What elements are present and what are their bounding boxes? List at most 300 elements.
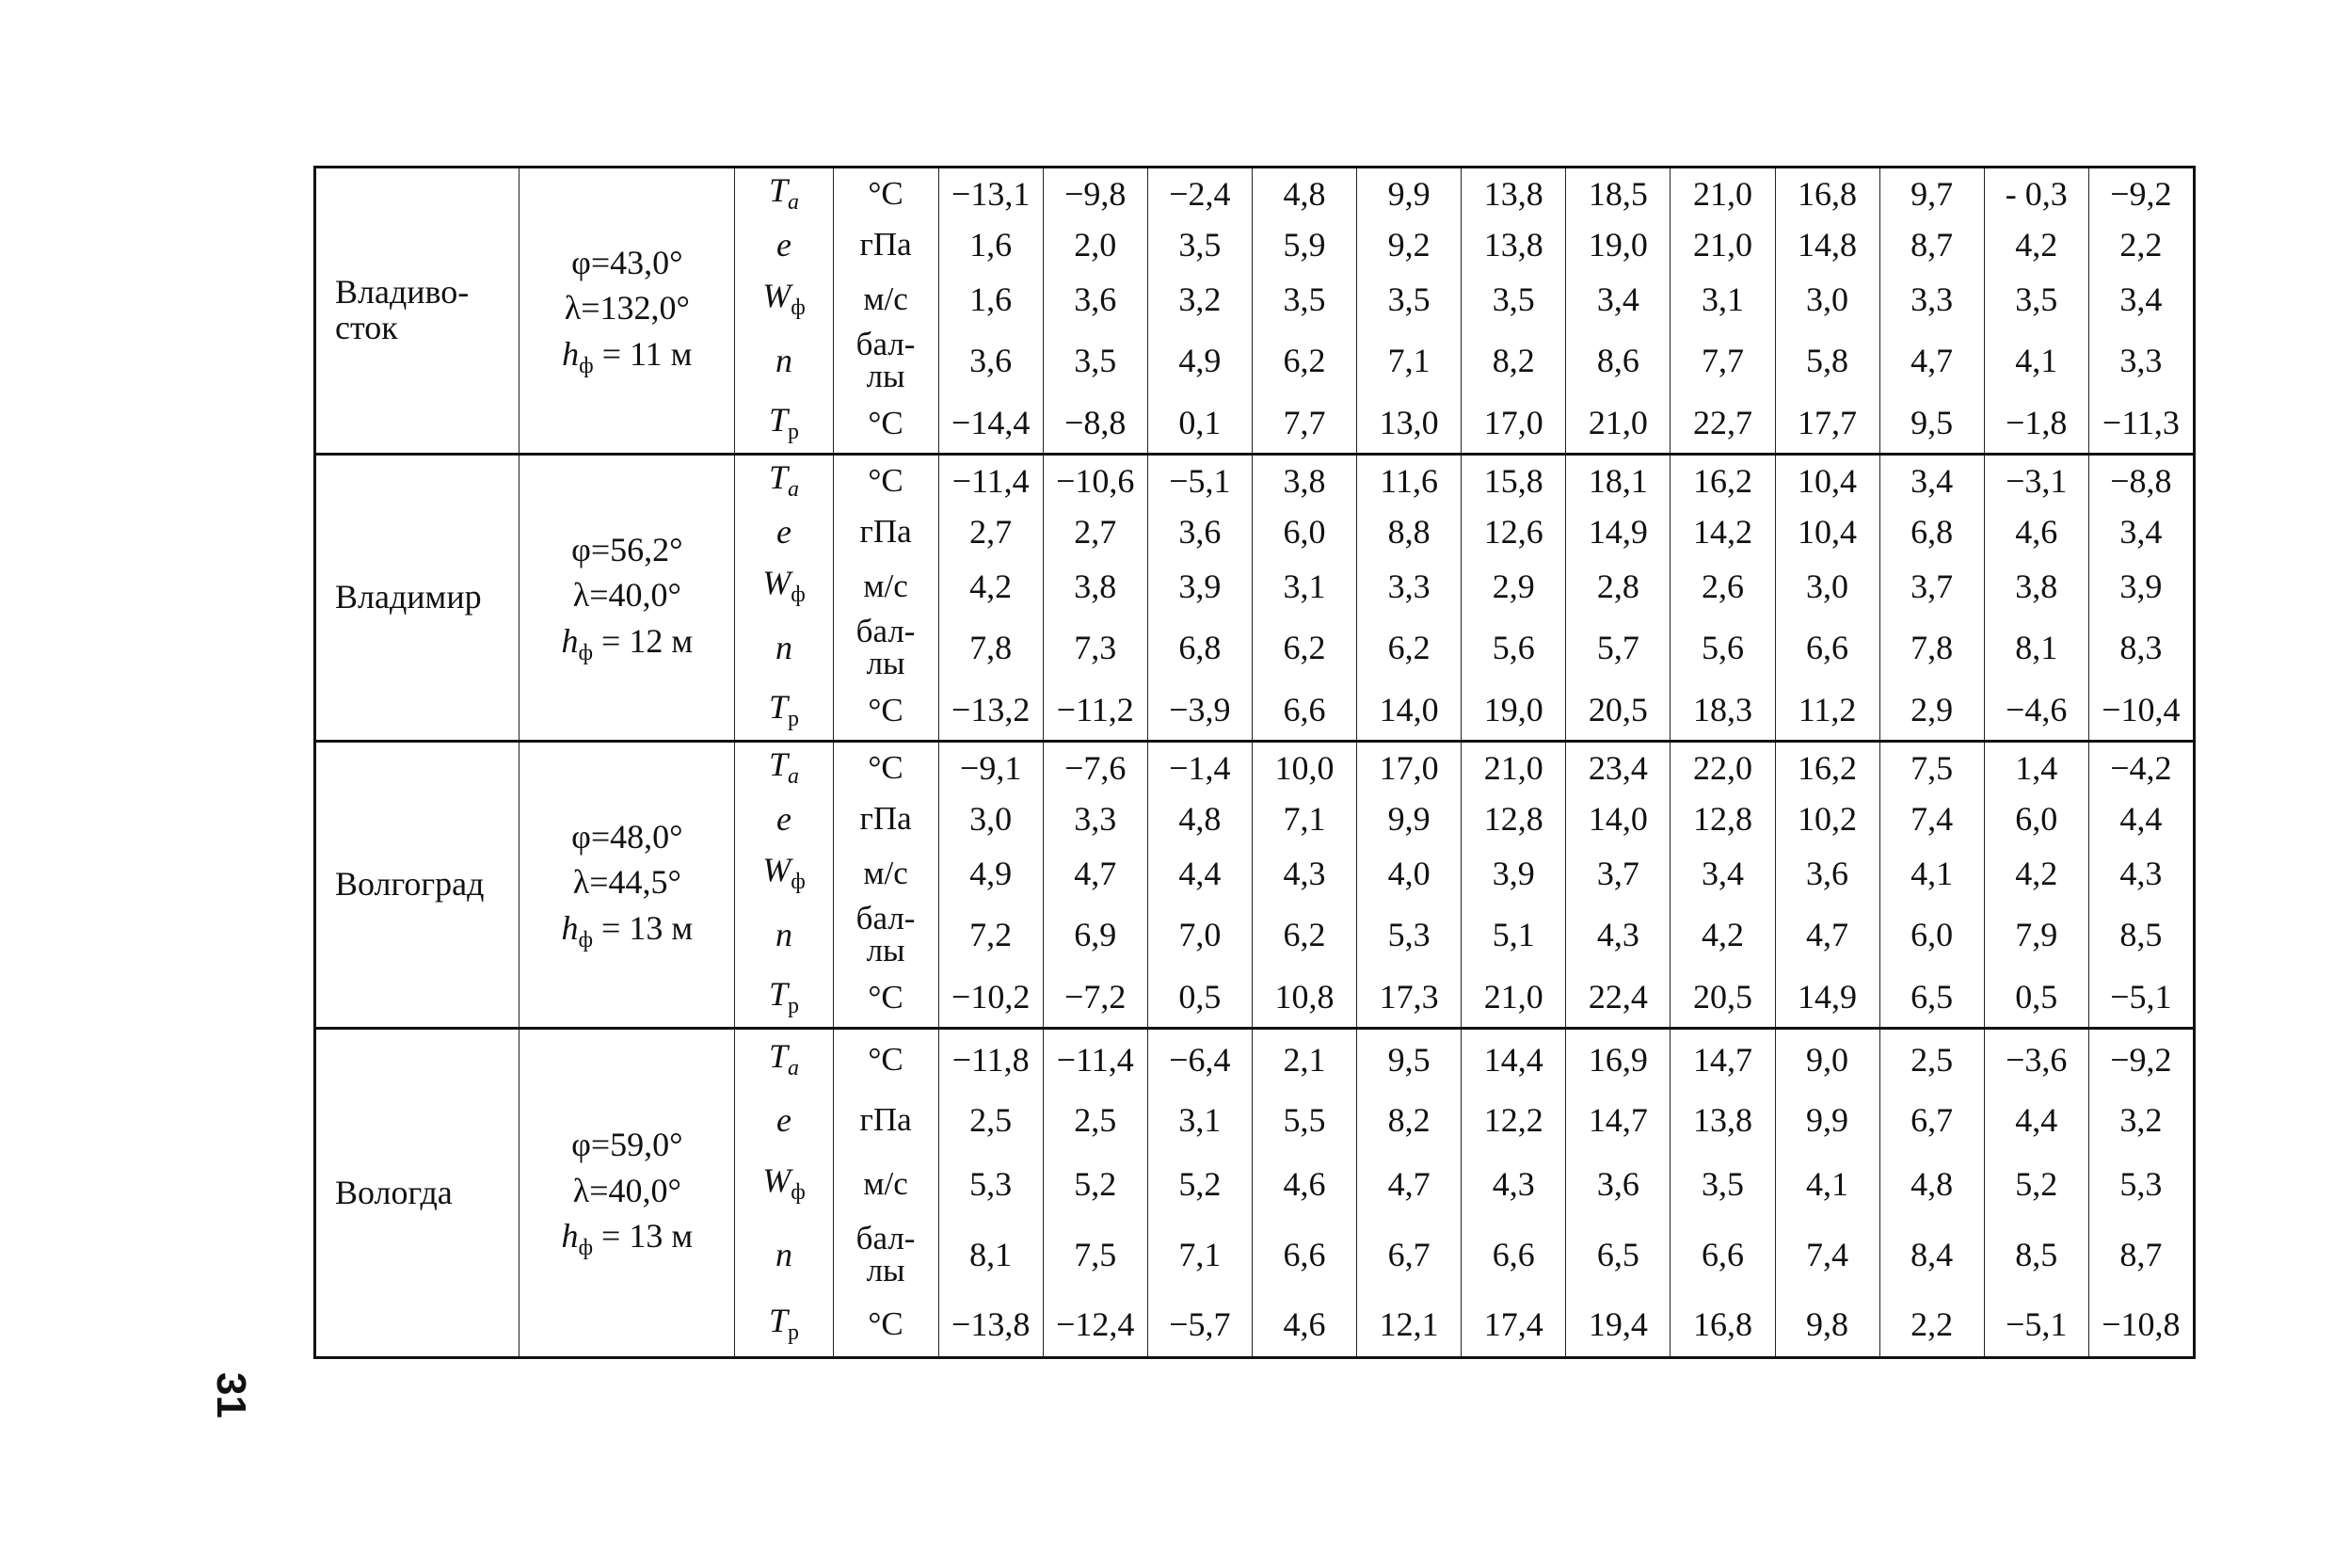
value-cell: 12,1 bbox=[1357, 1292, 1462, 1358]
value-cell: −9,2 bbox=[2088, 168, 2194, 219]
value-cell: 5,3 bbox=[1357, 902, 1462, 968]
latitude: φ=43,0° bbox=[571, 243, 683, 281]
value-cell: 2,9 bbox=[1879, 680, 1984, 742]
longitude: λ=44,5° bbox=[572, 863, 681, 902]
value-cell: 11,6 bbox=[1357, 455, 1462, 506]
unit-cell bbox=[833, 393, 938, 455]
value-cell: 16,8 bbox=[1671, 1292, 1775, 1358]
value-cell: 3,5 bbox=[1984, 271, 2088, 328]
value-cell: 21,0 bbox=[1462, 968, 1566, 1029]
unit-cell bbox=[833, 328, 938, 393]
value-cell: 8,4 bbox=[1879, 1217, 1984, 1292]
value-cell: 6,2 bbox=[1252, 615, 1356, 680]
value-cell: −3,6 bbox=[1984, 1029, 2088, 1090]
value-cell: 9,7 bbox=[1879, 168, 1984, 219]
value-cell: −10,6 bbox=[1043, 455, 1147, 506]
value-cell: 12,2 bbox=[1462, 1090, 1566, 1151]
longitude: λ=132,0° bbox=[564, 289, 690, 328]
value-cell: 6,6 bbox=[1252, 1217, 1356, 1292]
value-cell: 4,7 bbox=[1879, 328, 1984, 393]
vapour-pressure-symbol: e bbox=[735, 506, 833, 558]
value-cell: 4,4 bbox=[1147, 845, 1252, 902]
height-symbol-subscript: ф bbox=[578, 640, 594, 665]
unit-text: м/с bbox=[863, 567, 908, 604]
value-cell: −5,1 bbox=[1147, 455, 1252, 506]
value-cell: 4,9 bbox=[1147, 328, 1252, 393]
unit-text: °С bbox=[868, 1305, 903, 1343]
unit-cell bbox=[833, 845, 938, 902]
unit-text: бал- лы bbox=[855, 901, 916, 968]
value-cell: 8,1 bbox=[1984, 615, 2088, 680]
value-cell: 8,2 bbox=[1462, 328, 1566, 393]
value-cell: −10,4 bbox=[2088, 680, 2194, 742]
value-cell: −14,4 bbox=[938, 393, 1043, 455]
value-cell: 8,6 bbox=[1566, 328, 1671, 393]
value-cell: 2,2 bbox=[1879, 1292, 1984, 1358]
value-cell: 3,3 bbox=[2088, 328, 2194, 393]
value-cell: 3,9 bbox=[1462, 845, 1566, 902]
height-symbol: $h_ф$ bbox=[561, 908, 594, 952]
value-cell: 13,8 bbox=[1462, 219, 1566, 271]
value-cell: 8,5 bbox=[2088, 902, 2194, 968]
value-cell: −6,4 bbox=[1147, 1029, 1252, 1090]
value-cell: 7,5 bbox=[1879, 742, 1984, 793]
value-cell: 9,9 bbox=[1357, 168, 1462, 219]
value-cell: 9,0 bbox=[1775, 1029, 1879, 1090]
station-coordinates bbox=[520, 1029, 735, 1358]
value-cell: −10,8 bbox=[2088, 1292, 2194, 1358]
value-cell: 4,2 bbox=[1671, 902, 1775, 968]
value-cell: 7,4 bbox=[1879, 793, 1984, 845]
value-cell: 21,0 bbox=[1671, 219, 1775, 271]
value-cell: 8,1 bbox=[938, 1217, 1043, 1292]
value-cell: 6,8 bbox=[1879, 506, 1984, 558]
value-cell: 21,0 bbox=[1462, 742, 1566, 793]
value-cell: 9,5 bbox=[1357, 1029, 1462, 1090]
value-cell: 0,1 bbox=[1147, 393, 1252, 455]
value-cell: 16,8 bbox=[1775, 168, 1879, 219]
value-cell: 4,7 bbox=[1357, 1151, 1462, 1217]
value-cell: 14,0 bbox=[1357, 680, 1462, 742]
value-cell: 8,3 bbox=[2088, 615, 2194, 680]
value-cell: 6,7 bbox=[1357, 1217, 1462, 1292]
value-cell: 4,6 bbox=[1252, 1151, 1356, 1217]
unit-cell bbox=[833, 506, 938, 558]
wind-speed-symbol: $W_ф$ bbox=[735, 1151, 833, 1217]
value-cell: 5,9 bbox=[1252, 219, 1356, 271]
value-cell: 3,8 bbox=[1984, 558, 2088, 615]
value-cell: 7,0 bbox=[1147, 902, 1252, 968]
value-cell: 2,7 bbox=[938, 506, 1043, 558]
value-cell: 9,2 bbox=[1357, 219, 1462, 271]
value-cell: 4,7 bbox=[1775, 902, 1879, 968]
value-cell: 4,6 bbox=[1984, 506, 2088, 558]
unit-text: гПа bbox=[859, 1101, 912, 1139]
table-row bbox=[315, 455, 2195, 506]
value-cell: - 0,3 bbox=[1984, 168, 2088, 219]
value-cell: 12,6 bbox=[1462, 506, 1566, 558]
value-cell: −1,4 bbox=[1147, 742, 1252, 793]
value-cell: 14,0 bbox=[1566, 793, 1671, 845]
value-cell: 4,2 bbox=[1984, 845, 2088, 902]
value-cell: 3,4 bbox=[2088, 506, 2194, 558]
value-cell: 10,2 bbox=[1775, 793, 1879, 845]
value-cell: 17,7 bbox=[1775, 393, 1879, 455]
air-temperature-symbol: $T_a$ bbox=[735, 1029, 833, 1090]
station-coordinates bbox=[520, 455, 735, 742]
value-cell: 23,4 bbox=[1566, 742, 1671, 793]
value-cell: 6,6 bbox=[1462, 1217, 1566, 1292]
value-cell: 3,9 bbox=[2088, 558, 2194, 615]
station-name bbox=[315, 1029, 520, 1358]
station-name-text: Владиво- сток bbox=[335, 273, 470, 346]
unit-text: бал- лы bbox=[855, 327, 916, 393]
height-value: = 13 м bbox=[601, 1217, 694, 1256]
value-cell: 19,0 bbox=[1462, 680, 1566, 742]
table-row bbox=[315, 1029, 2195, 1090]
wind-speed-symbol: $W_ф$ bbox=[735, 271, 833, 328]
value-cell: 14,9 bbox=[1566, 506, 1671, 558]
unit-text: °С bbox=[868, 175, 903, 213]
height-value: = 11 м bbox=[601, 334, 693, 373]
cloudiness-symbol: n bbox=[735, 902, 833, 968]
value-cell: 4,3 bbox=[2088, 845, 2194, 902]
value-cell: 5,8 bbox=[1775, 328, 1879, 393]
station-height bbox=[562, 334, 693, 378]
value-cell: 2,5 bbox=[938, 1090, 1043, 1151]
air-temperature-symbol: $T_a$ bbox=[735, 455, 833, 506]
value-cell: 4,8 bbox=[1252, 168, 1356, 219]
value-cell: 5,1 bbox=[1462, 902, 1566, 968]
value-cell: 3,2 bbox=[1147, 271, 1252, 328]
value-cell: 3,8 bbox=[1252, 455, 1356, 506]
value-cell: 7,8 bbox=[1879, 615, 1984, 680]
value-cell: 13,0 bbox=[1357, 393, 1462, 455]
value-cell: 19,0 bbox=[1566, 219, 1671, 271]
value-cell: 14,7 bbox=[1671, 1029, 1775, 1090]
value-cell: 3,1 bbox=[1252, 558, 1356, 615]
value-cell: 16,2 bbox=[1775, 742, 1879, 793]
value-cell: 0,5 bbox=[1984, 968, 2088, 1029]
value-cell: 3,2 bbox=[2088, 1090, 2194, 1151]
value-cell: 8,8 bbox=[1357, 506, 1462, 558]
value-cell: 7,3 bbox=[1043, 615, 1147, 680]
value-cell: 21,0 bbox=[1566, 393, 1671, 455]
dew-point-symbol: $T_р$ bbox=[735, 968, 833, 1029]
station-coordinates bbox=[520, 168, 735, 455]
air-temperature-symbol: $T_a$ bbox=[735, 742, 833, 793]
value-cell: 7,9 bbox=[1984, 902, 2088, 968]
value-cell: −4,2 bbox=[2088, 742, 2194, 793]
station-name-text: Вологда bbox=[335, 1173, 453, 1211]
page-number: 31 bbox=[208, 1372, 254, 1418]
value-cell: 3,1 bbox=[1147, 1090, 1252, 1151]
unit-text: бал- лы bbox=[855, 614, 916, 680]
unit-text: °С bbox=[868, 691, 903, 728]
unit-text: °С bbox=[868, 749, 903, 787]
value-cell: 5,2 bbox=[1147, 1151, 1252, 1217]
unit-text: м/с bbox=[863, 854, 908, 891]
unit-cell bbox=[833, 558, 938, 615]
value-cell: 20,5 bbox=[1671, 968, 1775, 1029]
unit-cell bbox=[833, 168, 938, 219]
value-cell: 14,2 bbox=[1671, 506, 1775, 558]
unit-text: м/с bbox=[863, 1164, 908, 1202]
value-cell: −8,8 bbox=[2088, 455, 2194, 506]
unit-cell bbox=[833, 615, 938, 680]
value-cell: 3,6 bbox=[1566, 1151, 1671, 1217]
station-height bbox=[561, 908, 694, 952]
value-cell: 17,4 bbox=[1462, 1292, 1566, 1358]
value-cell: −11,8 bbox=[938, 1029, 1043, 1090]
value-cell: 2,8 bbox=[1566, 558, 1671, 615]
station-coordinates bbox=[520, 742, 735, 1029]
value-cell: 3,6 bbox=[1147, 506, 1252, 558]
value-cell: 6,2 bbox=[1357, 615, 1462, 680]
value-cell: 3,3 bbox=[1043, 793, 1147, 845]
value-cell: 5,2 bbox=[1984, 1151, 2088, 1217]
value-cell: 2,0 bbox=[1043, 219, 1147, 271]
air-temperature-symbol: $T_a$ bbox=[735, 168, 833, 219]
value-cell: −2,4 bbox=[1147, 168, 1252, 219]
value-cell: 8,2 bbox=[1357, 1090, 1462, 1151]
value-cell: 4,4 bbox=[2088, 793, 2194, 845]
value-cell: 6,7 bbox=[1879, 1090, 1984, 1151]
station-name bbox=[315, 168, 520, 455]
value-cell: 9,9 bbox=[1357, 793, 1462, 845]
value-cell: 12,8 bbox=[1671, 793, 1775, 845]
value-cell: 3,5 bbox=[1043, 328, 1147, 393]
value-cell: 6,2 bbox=[1252, 328, 1356, 393]
station-name bbox=[315, 742, 520, 1029]
value-cell: 6,0 bbox=[1252, 506, 1356, 558]
value-cell: 7,5 bbox=[1043, 1217, 1147, 1292]
value-cell: 3,5 bbox=[1671, 1151, 1775, 1217]
vapour-pressure-symbol: e bbox=[735, 219, 833, 271]
value-cell: 6,0 bbox=[1879, 902, 1984, 968]
value-cell: 10,4 bbox=[1775, 455, 1879, 506]
value-cell: 9,8 bbox=[1775, 1292, 1879, 1358]
unit-cell bbox=[833, 793, 938, 845]
value-cell: 17,0 bbox=[1462, 393, 1566, 455]
value-cell: 3,6 bbox=[1043, 271, 1147, 328]
value-cell: −5,1 bbox=[2088, 968, 2194, 1029]
unit-text: °С bbox=[868, 978, 903, 1016]
value-cell: −11,2 bbox=[1043, 680, 1147, 742]
value-cell: 10,4 bbox=[1775, 506, 1879, 558]
value-cell: 13,8 bbox=[1671, 1090, 1775, 1151]
value-cell: 4,9 bbox=[938, 845, 1043, 902]
height-symbol-subscript: ф bbox=[578, 1236, 594, 1261]
value-cell: 7,4 bbox=[1775, 1217, 1879, 1292]
unit-cell bbox=[833, 968, 938, 1029]
value-cell: 12,8 bbox=[1462, 793, 1566, 845]
value-cell: 5,6 bbox=[1462, 615, 1566, 680]
value-cell: 3,9 bbox=[1147, 558, 1252, 615]
value-cell: 2,6 bbox=[1671, 558, 1775, 615]
value-cell: 10,8 bbox=[1252, 968, 1356, 1029]
value-cell: 4,3 bbox=[1252, 845, 1356, 902]
value-cell: 18,3 bbox=[1671, 680, 1775, 742]
value-cell: 4,2 bbox=[938, 558, 1043, 615]
value-cell: 0,5 bbox=[1147, 968, 1252, 1029]
latitude: φ=56,2° bbox=[571, 530, 683, 568]
station-height bbox=[561, 1217, 694, 1261]
value-cell: 3,1 bbox=[1671, 271, 1775, 328]
unit-cell bbox=[833, 1217, 938, 1292]
value-cell: 2,9 bbox=[1462, 558, 1566, 615]
unit-cell bbox=[833, 680, 938, 742]
dew-point-symbol: $T_р$ bbox=[735, 1292, 833, 1358]
value-cell: 4,8 bbox=[1879, 1151, 1984, 1217]
vapour-pressure-symbol: e bbox=[735, 1090, 833, 1151]
value-cell: −12,4 bbox=[1043, 1292, 1147, 1358]
value-cell: 10,0 bbox=[1252, 742, 1356, 793]
unit-cell bbox=[833, 219, 938, 271]
value-cell: 7,1 bbox=[1147, 1217, 1252, 1292]
unit-cell bbox=[833, 271, 938, 328]
unit-cell bbox=[833, 1090, 938, 1151]
table-body bbox=[315, 168, 2195, 1358]
longitude: λ=40,0° bbox=[572, 576, 681, 615]
value-cell: 3,0 bbox=[1775, 558, 1879, 615]
value-cell: 7,1 bbox=[1357, 328, 1462, 393]
value-cell: 13,8 bbox=[1462, 168, 1566, 219]
station-name-text: Владимир bbox=[335, 578, 482, 616]
value-cell: 5,6 bbox=[1671, 615, 1775, 680]
value-cell: −13,2 bbox=[938, 680, 1043, 742]
dew-point-symbol: $T_р$ bbox=[735, 393, 833, 455]
value-cell: 3,8 bbox=[1043, 558, 1147, 615]
height-symbol: $h_ф$ bbox=[562, 334, 594, 378]
value-cell: 3,6 bbox=[1775, 845, 1879, 902]
height-symbol: $h_ф$ bbox=[561, 1217, 594, 1261]
unit-text: гПа bbox=[859, 226, 912, 264]
value-cell: 3,4 bbox=[1566, 271, 1671, 328]
unit-text: м/с bbox=[863, 280, 908, 317]
value-cell: 2,7 bbox=[1043, 506, 1147, 558]
value-cell: 9,5 bbox=[1879, 393, 1984, 455]
unit-text: гПа bbox=[859, 513, 912, 551]
value-cell: 3,7 bbox=[1879, 558, 1984, 615]
value-cell: 20,5 bbox=[1566, 680, 1671, 742]
value-cell: 2,2 bbox=[2088, 219, 2194, 271]
station-name-text: Волгоград bbox=[335, 865, 485, 904]
value-cell: 9,9 bbox=[1775, 1090, 1879, 1151]
height-value: = 13 м bbox=[601, 908, 694, 947]
value-cell: 1,4 bbox=[1984, 742, 2088, 793]
dew-point-symbol: $T_р$ bbox=[735, 680, 833, 742]
value-cell: −13,1 bbox=[938, 168, 1043, 219]
value-cell: 3,5 bbox=[1357, 271, 1462, 328]
unit-text: °С bbox=[868, 404, 903, 441]
value-cell: 4,0 bbox=[1357, 845, 1462, 902]
latitude: φ=59,0° bbox=[571, 1126, 683, 1164]
value-cell: 16,2 bbox=[1671, 455, 1775, 506]
unit-cell bbox=[833, 1292, 938, 1358]
value-cell: 4,2 bbox=[1984, 219, 2088, 271]
value-cell: 21,0 bbox=[1671, 168, 1775, 219]
value-cell: −9,8 bbox=[1043, 168, 1147, 219]
value-cell: −5,1 bbox=[1984, 1292, 2088, 1358]
value-cell: −1,8 bbox=[1984, 393, 2088, 455]
value-cell: 6,2 bbox=[1252, 902, 1356, 968]
value-cell: 3,4 bbox=[2088, 271, 2194, 328]
value-cell: 14,4 bbox=[1462, 1029, 1566, 1090]
cloudiness-symbol: n bbox=[735, 1217, 833, 1292]
value-cell: 6,0 bbox=[1984, 793, 2088, 845]
value-cell: 5,7 bbox=[1566, 615, 1671, 680]
unit-text: °С bbox=[868, 462, 903, 500]
value-cell: 2,1 bbox=[1252, 1029, 1356, 1090]
value-cell: 8,7 bbox=[2088, 1217, 2194, 1292]
value-cell: 7,7 bbox=[1252, 393, 1356, 455]
value-cell: 7,7 bbox=[1671, 328, 1775, 393]
station-height bbox=[561, 621, 694, 665]
value-cell: 2,5 bbox=[1879, 1029, 1984, 1090]
value-cell: 4,4 bbox=[1984, 1090, 2088, 1151]
table-row bbox=[315, 168, 2195, 219]
value-cell: 17,0 bbox=[1357, 742, 1462, 793]
height-value: = 12 м bbox=[601, 621, 694, 660]
value-cell: 7,1 bbox=[1252, 793, 1356, 845]
value-cell: 14,7 bbox=[1566, 1090, 1671, 1151]
latitude: φ=48,0° bbox=[571, 817, 683, 856]
value-cell: 4,8 bbox=[1147, 793, 1252, 845]
value-cell: 7,2 bbox=[938, 902, 1043, 968]
cloudiness-symbol: n bbox=[735, 615, 833, 680]
value-cell: 5,2 bbox=[1043, 1151, 1147, 1217]
value-cell: 3,7 bbox=[1566, 845, 1671, 902]
value-cell: −4,6 bbox=[1984, 680, 2088, 742]
value-cell: 8,7 bbox=[1879, 219, 1984, 271]
value-cell: −10,2 bbox=[938, 968, 1043, 1029]
value-cell: 11,2 bbox=[1775, 680, 1879, 742]
value-cell: 6,5 bbox=[1566, 1217, 1671, 1292]
value-cell: 8,5 bbox=[1984, 1217, 2088, 1292]
value-cell: 3,3 bbox=[1357, 558, 1462, 615]
value-cell: 3,0 bbox=[938, 793, 1043, 845]
height-symbol-subscript: ф bbox=[578, 927, 594, 952]
value-cell: 19,4 bbox=[1566, 1292, 1671, 1358]
value-cell: 6,5 bbox=[1879, 968, 1984, 1029]
unit-cell bbox=[833, 742, 938, 793]
value-cell: 22,4 bbox=[1566, 968, 1671, 1029]
value-cell: 3,6 bbox=[938, 328, 1043, 393]
unit-text: гПа bbox=[859, 800, 912, 838]
longitude: λ=40,0° bbox=[572, 1171, 681, 1209]
value-cell: −11,4 bbox=[1043, 1029, 1147, 1090]
value-cell: 17,3 bbox=[1357, 968, 1462, 1029]
value-cell: 4,3 bbox=[1566, 902, 1671, 968]
value-cell: 4,3 bbox=[1462, 1151, 1566, 1217]
value-cell: −9,2 bbox=[2088, 1029, 2194, 1090]
wind-speed-symbol: $W_ф$ bbox=[735, 845, 833, 902]
value-cell: −7,2 bbox=[1043, 968, 1147, 1029]
value-cell: 4,1 bbox=[1879, 845, 1984, 902]
value-cell: 5,3 bbox=[2088, 1151, 2194, 1217]
value-cell: 1,6 bbox=[938, 271, 1043, 328]
value-cell: −11,4 bbox=[938, 455, 1043, 506]
value-cell: 7,8 bbox=[938, 615, 1043, 680]
value-cell: 18,5 bbox=[1566, 168, 1671, 219]
table-row bbox=[315, 742, 2195, 793]
value-cell: 5,5 bbox=[1252, 1090, 1356, 1151]
value-cell: −8,8 bbox=[1043, 393, 1147, 455]
value-cell: −13,8 bbox=[938, 1292, 1043, 1358]
value-cell: 2,5 bbox=[1043, 1090, 1147, 1151]
value-cell: 1,6 bbox=[938, 219, 1043, 271]
